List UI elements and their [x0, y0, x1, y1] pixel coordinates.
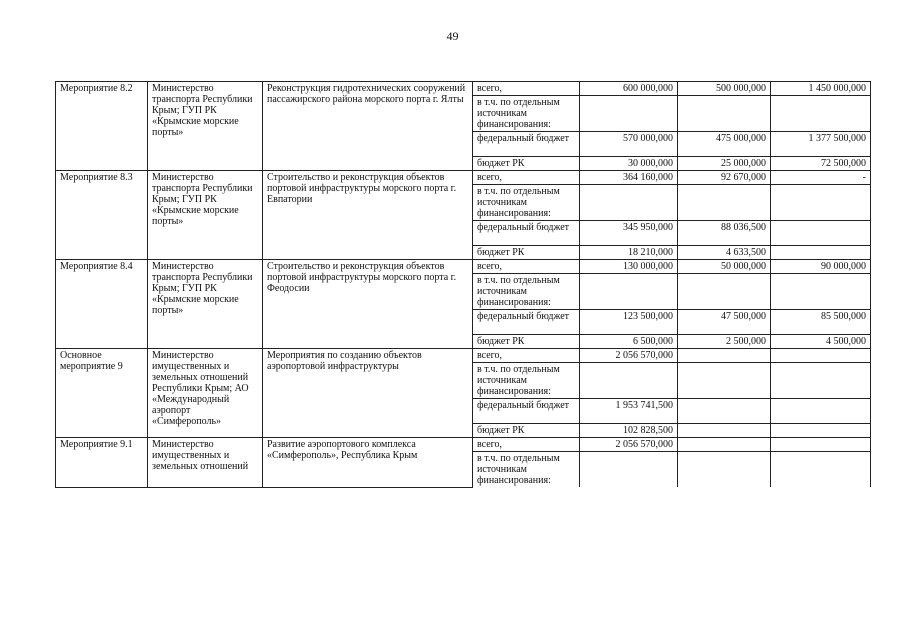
amount-cell-3 — [771, 438, 871, 452]
amount-cell-2 — [678, 424, 771, 438]
amount-cell-2: 475 000,000 — [678, 132, 771, 157]
amount-cell-2 — [678, 399, 771, 424]
amount-cell-2 — [678, 349, 771, 363]
table-row — [56, 349, 871, 363]
measure-executor: Министерство имущественных и земельных отношений Республики Крым; АО «Международный аэропорт «Симферополь» — [148, 349, 263, 438]
amount-cell-3 — [771, 96, 871, 132]
measure-code: Мероприятие 9.1 — [56, 438, 148, 488]
amount-cell-2 — [678, 185, 771, 221]
amount-cell-2: 92 670,000 — [678, 171, 771, 185]
amount-cell-2: 88 036,500 — [678, 221, 771, 246]
funding-source: бюджет РК — [473, 424, 580, 438]
table-row — [56, 438, 871, 452]
financing-table — [55, 81, 871, 488]
amount-cell-3: 90 000,000 — [771, 260, 871, 274]
table-row — [56, 82, 871, 96]
amount-cell-1: 364 160,000 — [580, 171, 678, 185]
table-body — [56, 82, 871, 488]
amount-cell-1: 102 828,500 — [580, 424, 678, 438]
amount-cell-1: 2 056 570,000 — [580, 438, 678, 452]
amount-cell-3 — [771, 246, 871, 260]
amount-cell-3: 4 500,000 — [771, 335, 871, 349]
amount-cell-1 — [580, 452, 678, 488]
amount-cell-3: 72 500,000 — [771, 157, 871, 171]
amount-cell-2: 500 000,000 — [678, 82, 771, 96]
funding-source: в т.ч. по отдельным источникам финансирования: — [473, 452, 580, 488]
measure-executor: Министерство транспорта Республики Крым; ГУП РК «Крымские морские порты» — [148, 82, 263, 171]
amount-cell-1: 1 953 741,500 — [580, 399, 678, 424]
funding-source: всего, — [473, 260, 580, 274]
amount-cell-1: 345 950,000 — [580, 221, 678, 246]
funding-source: в т.ч. по отдельным источникам финансирования: — [473, 363, 580, 399]
amount-cell-3: 85 500,000 — [771, 310, 871, 335]
measure-executor: Министерство транспорта Республики Крым; ГУП РК «Крымские морские порты» — [148, 171, 263, 260]
funding-source: федеральный бюджет — [473, 221, 580, 246]
funding-source: бюджет РК — [473, 335, 580, 349]
amount-cell-1: 600 000,000 — [580, 82, 678, 96]
amount-cell-3 — [771, 185, 871, 221]
measure-title: Строительство и реконструкция объектов портовой инфраструктуры морского порта г. Евпатории — [263, 171, 473, 260]
funding-source: федеральный бюджет — [473, 132, 580, 157]
amount-cell-2: 47 500,000 — [678, 310, 771, 335]
page-number: 49 — [446, 29, 459, 43]
amount-cell-3: 1 450 000,000 — [771, 82, 871, 96]
amount-cell-2 — [678, 452, 771, 488]
amount-cell-2 — [678, 438, 771, 452]
funding-source: в т.ч. по отдельным источникам финансирования: — [473, 185, 580, 221]
measure-code: Мероприятие 8.2 — [56, 82, 148, 171]
measure-code: Мероприятие 8.3 — [56, 171, 148, 260]
amount-cell-2 — [678, 274, 771, 310]
amount-cell-3 — [771, 363, 871, 399]
amount-cell-3: 1 377 500,000 — [771, 132, 871, 157]
amount-cell-3 — [771, 274, 871, 310]
measure-executor: Министерство имущественных и земельных отношений — [148, 438, 263, 488]
amount-cell-3 — [771, 452, 871, 488]
table-row — [56, 260, 871, 274]
measure-title: Мероприятия по созданию объектов аэропортовой инфраструктуры — [263, 349, 473, 438]
amount-cell-1 — [580, 185, 678, 221]
amount-cell-1: 6 500,000 — [580, 335, 678, 349]
amount-cell-1: 18 210,000 — [580, 246, 678, 260]
funding-source: федеральный бюджет — [473, 399, 580, 424]
funding-source: всего, — [473, 82, 580, 96]
amount-cell-1 — [580, 363, 678, 399]
amount-cell-2 — [678, 363, 771, 399]
amount-cell-3 — [771, 399, 871, 424]
amount-cell-1 — [580, 274, 678, 310]
measure-executor: Министерство транспорта Республики Крым; ГУП РК «Крымские морские порты» — [148, 260, 263, 349]
measure-title: Развитие аэропортового комплекса «Симферополь», Республика Крым — [263, 438, 473, 488]
amount-cell-2: 4 633,500 — [678, 246, 771, 260]
funding-source: федеральный бюджет — [473, 310, 580, 335]
funding-source: всего, — [473, 438, 580, 452]
funding-source: всего, — [473, 349, 580, 363]
amount-cell-1: 123 500,000 — [580, 310, 678, 335]
amount-cell-3 — [771, 221, 871, 246]
measure-code: Мероприятие 8.4 — [56, 260, 148, 349]
amount-cell-1: 570 000,000 — [580, 132, 678, 157]
amount-cell-2 — [678, 96, 771, 132]
amount-cell-3 — [771, 424, 871, 438]
amount-cell-3 — [771, 349, 871, 363]
funding-source: в т.ч. по отдельным источникам финансирования: — [473, 96, 580, 132]
funding-source: в т.ч. по отдельным источникам финансирования: — [473, 274, 580, 310]
amount-cell-3: - — [771, 171, 871, 185]
amount-cell-2: 50 000,000 — [678, 260, 771, 274]
funding-source: бюджет РК — [473, 246, 580, 260]
measure-code: Основное мероприятие 9 — [56, 349, 148, 438]
measure-title: Строительство и реконструкция объектов портовой инфраструктуры морского порта г. Феодосии — [263, 260, 473, 349]
funding-source: бюджет РК — [473, 157, 580, 171]
table-row — [56, 171, 871, 185]
amount-cell-2: 2 500,000 — [678, 335, 771, 349]
amount-cell-1: 2 056 570,000 — [580, 349, 678, 363]
measure-title: Реконструкция гидротехнических сооружений пассажирского района морского порта г. Ялты — [263, 82, 473, 171]
amount-cell-1: 30 000,000 — [580, 157, 678, 171]
amount-cell-1: 130 000,000 — [580, 260, 678, 274]
funding-source: всего, — [473, 171, 580, 185]
amount-cell-1 — [580, 96, 678, 132]
amount-cell-2: 25 000,000 — [678, 157, 771, 171]
